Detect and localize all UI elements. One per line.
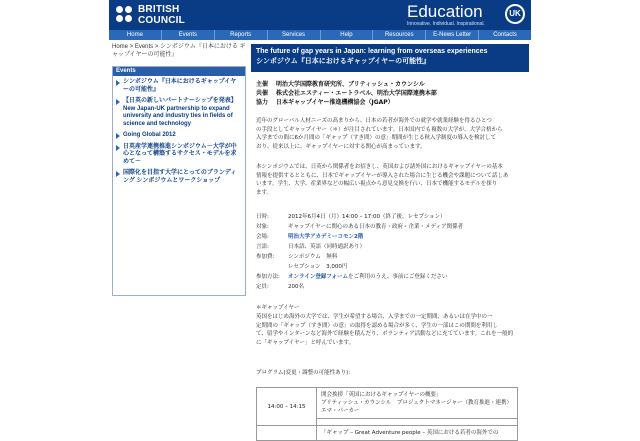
nav-resources[interactable]: Resources (373, 30, 426, 40)
table-row (257, 388, 518, 419)
arrow-right-icon (116, 80, 120, 86)
events-panel-header: Events (113, 67, 245, 76)
detail-datetime: 日時: 2012年6月4日（月）14:00 – 17:00（終了後、レセプション） (256, 214, 446, 220)
program-item: 「ギャップ – Great Adventure people – 英国における若者の海外での (317, 426, 518, 441)
gap-year-heading: ＊ギャップイヤー (256, 305, 300, 311)
uk-badge-icon: UK (505, 4, 525, 24)
main-nav (109, 30, 531, 40)
nav-services[interactable]: Services (268, 30, 321, 40)
education-uk-logo[interactable] (407, 2, 525, 29)
intro-paragraph: 近年のグローバル人材ニーズの高まりから、日本の若者が海外での就学や就業経験を得るひとつ の手段としてギャップイヤー（＊）が注目されています。日本国内でも複数の大学が、大学合格から 入学までの間に6か月間の「ギャップ（すき間）の意」期間が生じる秋入学制度の導入を検討して おり、従来以上に、ギャップイヤーに対する関心が高まっています。 (256, 118, 503, 150)
education-tagline: Innovative. Individual. Inspirational. (407, 21, 485, 27)
arrow-right-icon (116, 133, 120, 139)
program-time (257, 426, 317, 441)
program-time: 14:00 – 14:15 (257, 388, 317, 426)
nav-enews-letter[interactable]: E-News Letter (426, 30, 479, 40)
left-margin (0, 0, 109, 426)
breadcrumb[interactable]: Home > Events > シンポジウム『日本における ギャップイヤーの可能性』 (112, 44, 246, 58)
arrow-right-icon (116, 145, 120, 151)
sidebar-item-industry-symposium[interactable]: 日英産学連携推進シンポジウム－大学が中心となって構築するサクセス・モデルを求めて－ (116, 144, 242, 167)
sidebar-item-gap-year-symposium[interactable]: シンポジウム『日本におけるギャップイヤーの可能性』 (116, 79, 242, 94)
detail-venue: 会場: 明治大学アカデミーコモン2階 (256, 234, 364, 240)
program-item: 開会挨拶「英国におけるギャップイヤーの概要」 ブリティッシュ・カウンシル プロジェクトマネージャー（教育推進・連携） エマ・パーカー (317, 388, 518, 419)
detail-reception-fee: レセプション 3,000円 (288, 264, 348, 270)
program-table (256, 387, 518, 441)
arrow-right-icon (116, 171, 120, 177)
sidebar (109, 40, 249, 426)
organizer-row: 主催 明治大学国際教育研究所、ブリティッシュ・カウンシル (256, 81, 425, 88)
sidebar-item-going-global[interactable]: Going Global 2012 (116, 132, 242, 140)
page-title-english: The future of gap years in Japan: learning from overseas experiences (256, 48, 488, 55)
british-council-wordmark: BRITISH COUNCIL (138, 4, 185, 26)
nav-reports[interactable]: Reports (215, 30, 268, 40)
nav-contacts[interactable]: Contacts (493, 32, 517, 38)
venue-link[interactable]: 明治大学アカデミーコモン2階 (288, 234, 364, 240)
nav-home[interactable]: Home (109, 30, 162, 40)
table-row (257, 426, 518, 441)
detail-registration: 参加方法: オンライン登録フォームをご利用のうえ、事前にご登録ください (256, 274, 448, 280)
arrow-right-icon (116, 99, 120, 105)
sidebar-item-branding-symposium[interactable]: 国際化を目指す大学にとってのブランディング シンポジウムとワークショップ (116, 170, 242, 185)
gap-year-explanation: 英国をはじめ海外の大学では、学生が希望する場合、入学までの一定期間、あるいは在学中の一 定期間の「ギャップ（すき間）の意」の取得を認める場合が多く、学生の一部はこの期間を利用し て、留学やインターンなど海外で経験を積んだり、ボランティア活動などに充てています。これを一般的 に「ギャップイヤー」と呼んでいます。 (256, 314, 514, 346)
detail-capacity: 定員: 200名 (256, 284, 304, 290)
co-organizer-row: 共催 株式会社エスティー・エートラベル、明治大学国際連携本部 (256, 90, 437, 97)
right-margin (531, 0, 640, 426)
events-panel (112, 66, 246, 296)
detail-audience: 対象: ギャップイヤーに関心のある日本の教育・政府・企業・メディア関係者 (256, 224, 464, 230)
detail-fee: 参加費: シンポジウム 無料 (256, 254, 338, 260)
cooperation-row: 協力 日本ギャップイヤー推進機構協会（JGAP） (256, 99, 394, 106)
nav-events[interactable]: Events (162, 30, 215, 40)
sidebar-item-japan-uk-partnership[interactable]: 【日英の新しいパートナーシップを発表】New Japan-UK partnership to expand university and industry ties in fields of science and technology (116, 98, 242, 128)
program-heading: プログラム(変更・調整の可能性あり)： (256, 370, 354, 376)
education-wordmark: Education (407, 2, 483, 21)
page-title-japanese: シンポジウム『日本におけるギャップイヤーの可能性』 (256, 58, 431, 65)
page-title (251, 44, 529, 72)
british-council-dots-icon (116, 6, 134, 24)
events-list (113, 76, 245, 185)
body-paragraph: 本シンポジウムでは、日英から関係者をお招きし、英国および諸外国におけるギャップイヤーの基本 情報を提供するとともに、日本でギャップイヤーが導入された場合に生じる機会や課題について話しあ います。学生、大学、産業界などの幅広い視点から意見交換を行い、日本で機能するモデルを探り ます。 (256, 164, 509, 196)
british-council-logo[interactable] (114, 4, 214, 28)
main-content (251, 40, 531, 436)
nav-help[interactable]: Help (321, 30, 374, 40)
registration-form-link[interactable]: オンライン登録フォーム (288, 274, 349, 280)
detail-language: 言語: 日本語、英語（同時通訳あり） (256, 244, 366, 250)
site-header (109, 0, 531, 30)
